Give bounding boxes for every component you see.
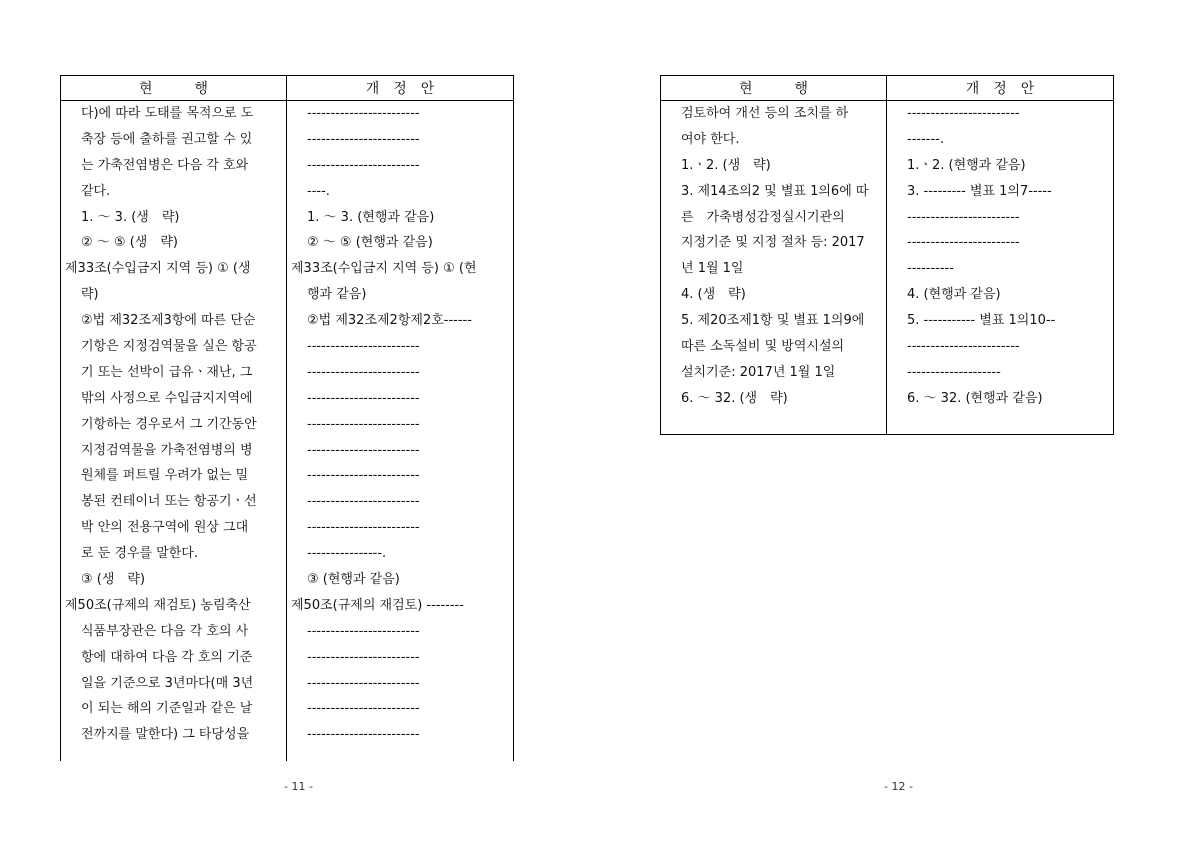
text-line: ------------------------ — [307, 649, 420, 665]
text-line: ------------------------ — [307, 157, 420, 173]
header-proposed: 개 정 안 — [287, 76, 514, 101]
text-line: ------------------------ — [907, 235, 1020, 251]
current-column — [61, 101, 287, 761]
text-line: ------------------------ — [307, 468, 420, 484]
text-line: 축장 등에 출하를 권고할 수 있 — [81, 131, 253, 147]
comparison-table-left — [60, 75, 514, 761]
text-line: 항에 대하여 다음 각 호의 기준 — [81, 649, 253, 665]
text-line: 5. ----------- 별표 1의10-- — [907, 313, 1056, 329]
text-line: -------------------- — [907, 364, 1001, 380]
text-line: ------------------------ — [307, 416, 420, 432]
text-line: 1. ～ 3. (현행과 같음) — [307, 209, 435, 225]
header-proposed: 개 정 안 — [887, 76, 1114, 101]
text-line: 제50조(규제의 재검토) -------- — [291, 597, 464, 613]
text-line: 4. (현행과 같음) — [907, 287, 1001, 303]
text-line: ------------------------ — [307, 520, 420, 536]
page-number: - 12 - — [884, 780, 913, 793]
text-line: 제33조(수입금지 지역 등) ① (현 — [291, 261, 477, 277]
text-line: ②법 제32조제2항제2호------ — [307, 313, 472, 329]
text-line: ------------------------ — [307, 442, 420, 458]
proposed-column — [887, 101, 1114, 435]
text-line: 원체를 퍼트릴 우려가 없는 밀 — [81, 468, 249, 484]
text-line: 박 안의 전용구역에 원상 그대 — [81, 520, 249, 536]
text-line: 여야 한다. — [681, 131, 740, 147]
text-line: ---------- — [907, 261, 954, 277]
text-line: 지정기준 및 지정 절차 등: 2017 — [681, 235, 865, 251]
current-column — [661, 101, 887, 435]
text-line: 제50조(규제의 재검토) 농림축산 — [65, 597, 251, 613]
text-line: -------. — [907, 131, 944, 147]
text-line: ------------------------ — [907, 339, 1020, 355]
text-line: 다)에 따라 도태를 목적으로 도 — [81, 106, 254, 121]
text-line: 같다. — [81, 183, 111, 199]
header-current: 현 행 — [61, 76, 287, 101]
text-line: ------------------------ — [907, 106, 1020, 121]
text-line: 봉된 컨테이너 또는 항공기ㆍ선 — [81, 494, 257, 510]
text-line: ------------------------ — [307, 727, 420, 743]
text-line: 1.ㆍ2. (생 략) — [681, 157, 771, 173]
text-line: 식품부장관은 다음 각 호의 사 — [81, 623, 249, 639]
text-line: 기항하는 경우로서 그 기간동안 — [81, 416, 257, 432]
text-line: 6. ～ 32. (생 략) — [681, 390, 788, 406]
text-line: ------------------------ — [307, 106, 420, 121]
text-line: ------------------------ — [307, 701, 420, 717]
text-line: 1.ㆍ2. (현행과 같음) — [907, 157, 1026, 173]
text-line: 밖의 사정으로 수입금지지역에 — [81, 390, 253, 406]
text-line: 3. 제14조의2 및 별표 1의6에 따 — [681, 183, 869, 199]
comparison-table-right — [660, 75, 1114, 435]
text-line: 검토하여 개선 등의 조치를 하 — [681, 106, 849, 121]
text-line: 기 또는 선박이 급유ㆍ재난, 그 — [81, 364, 253, 380]
text-line: 략) — [81, 287, 99, 303]
text-line: ------------------------ — [307, 364, 420, 380]
text-line: ----. — [307, 183, 330, 199]
text-line: 일을 기준으로 3년마다(매 3년 — [81, 675, 254, 691]
text-line: 1. ～ 3. (생 략) — [81, 209, 180, 225]
text-line: 년 1월 1일 — [681, 261, 744, 277]
text-line: 는 가축전염병은 다음 각 호와 — [81, 157, 249, 173]
text-line: 3. --------- 별표 1의7----- — [907, 183, 1052, 199]
page-number: - 11 - — [284, 780, 313, 793]
text-line: ------------------------ — [907, 209, 1020, 225]
text-line: 제33조(수입금지 지역 등) ① (생 — [65, 261, 251, 277]
text-line: ------------------------ — [307, 675, 420, 691]
text-line: 따른 소독설비 및 방역시설의 — [681, 339, 845, 355]
text-line: ② ～ ⑤ (생 략) — [81, 235, 178, 251]
text-line: 4. (생 략) — [681, 287, 746, 303]
proposed-column — [287, 101, 514, 761]
text-line: 기항은 지정검역물을 실은 항공 — [81, 339, 257, 355]
text-line: ② ～ ⑤ (현행과 같음) — [307, 235, 433, 251]
text-line: ------------------------ — [307, 390, 420, 406]
text-line: 른 가축병성감정실시기관의 — [681, 209, 845, 225]
text-line: 5. 제20조제1항 및 별표 1의9에 — [681, 313, 865, 329]
text-line: ------------------------ — [307, 339, 420, 355]
text-line: 지정검역물을 가축전염병의 병 — [81, 442, 253, 458]
text-line: ----------------. — [307, 546, 387, 562]
text-line: 전까지를 말한다) 그 타당성을 — [81, 727, 250, 743]
text-line: 설치기준: 2017년 1월 1일 — [681, 364, 836, 380]
text-line: 6. ～ 32. (현행과 같음) — [907, 390, 1043, 406]
text-line: ③ (생 략) — [81, 572, 146, 588]
text-line: 로 둔 경우를 말한다. — [81, 546, 198, 562]
text-line: ------------------------ — [307, 494, 420, 510]
text-line: ------------------------ — [307, 131, 420, 147]
text-line: ②법 제32조제3항에 따른 단순 — [81, 313, 256, 329]
text-line: 행과 같음) — [307, 287, 367, 303]
text-line: ③ (현행과 같음) — [307, 572, 400, 588]
text-line: 이 되는 해의 기준일과 같은 날 — [81, 701, 253, 717]
header-current: 현 행 — [661, 76, 887, 101]
text-line: ------------------------ — [307, 623, 420, 639]
